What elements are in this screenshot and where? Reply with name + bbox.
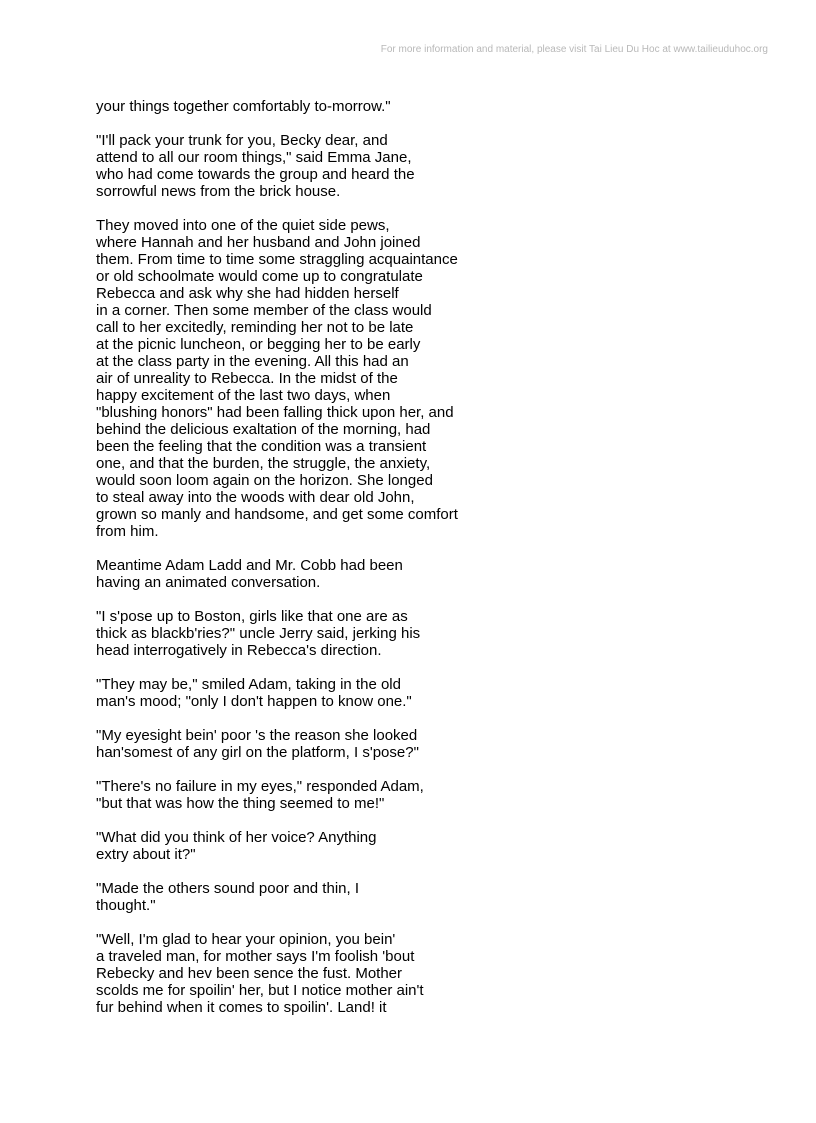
text-line: thick as blackb'ries?" uncle Jerry said, jerking his — [96, 625, 421, 642]
paragraph — [96, 880, 776, 914]
text-line: They moved into one of the quiet side pews, — [96, 217, 390, 234]
text-line: your things together comfortably to-morrow." — [96, 98, 391, 115]
paragraph — [96, 557, 776, 591]
text-line: behind the delicious exaltation of the morning, had — [96, 421, 431, 438]
text-line: "They may be," smiled Adam, taking in the old — [96, 676, 401, 693]
body-text — [96, 98, 776, 1033]
text-line: one, and that the burden, the struggle, the anxiety, — [96, 455, 431, 472]
text-line: han'somest of any girl on the platform, I s'pose?" — [96, 744, 419, 761]
text-line: Rebecca and ask why she had hidden herself — [96, 285, 399, 302]
text-line: where Hannah and her husband and John joined — [96, 234, 421, 251]
text-line: "My eyesight bein' poor 's the reason she looked — [96, 727, 418, 744]
text-line: "I s'pose up to Boston, girls like that one are as — [96, 608, 408, 625]
text-line: "blushing honors" had been falling thick upon her, and — [96, 404, 454, 421]
text-line: grown so manly and handsome, and get some comfort — [96, 506, 458, 523]
text-line: from him. — [96, 523, 159, 540]
text-line: "I'll pack your trunk for you, Becky dear, and — [96, 132, 388, 149]
text-line: "Well, I'm glad to hear your opinion, you bein' — [96, 931, 396, 948]
text-line: a traveled man, for mother says I'm foolish 'bout — [96, 948, 415, 965]
text-line: at the class party in the evening. All this had an — [96, 353, 409, 370]
paragraph — [96, 217, 776, 540]
text-line: head interrogatively in Rebecca's direction. — [96, 642, 382, 659]
text-line: would soon loom again on the horizon. She longed — [96, 472, 433, 489]
text-line: fur behind when it comes to spoilin'. Land! it — [96, 999, 387, 1016]
text-line: in a corner. Then some member of the class would — [96, 302, 432, 319]
text-line: at the picnic luncheon, or begging her to be early — [96, 336, 421, 353]
text-line: air of unreality to Rebecca. In the midst of the — [96, 370, 398, 387]
paragraph — [96, 931, 776, 1016]
paragraph — [96, 778, 776, 812]
text-line: scolds me for spoilin' her, but I notice mother ain't — [96, 982, 424, 999]
text-line: "What did you think of her voice? Anything — [96, 829, 377, 846]
text-line: extry about it?" — [96, 846, 196, 863]
text-line: happy excitement of the last two days, when — [96, 387, 391, 404]
text-line: man's mood; "only I don't happen to know one." — [96, 693, 412, 710]
text-line: who had come towards the group and heard the — [96, 166, 415, 183]
text-line: Meantime Adam Ladd and Mr. Cobb had been — [96, 557, 403, 574]
text-line: or old schoolmate would come up to congratulate — [96, 268, 423, 285]
text-line: thought." — [96, 897, 156, 914]
text-line: call to her excitedly, reminding her not to be late — [96, 319, 414, 336]
header-note: For more information and material, please visit Tai Lieu Du Hoc at www.tailieuduhoc.org — [380, 44, 768, 55]
text-line: "There's no failure in my eyes," responded Adam, — [96, 778, 424, 795]
text-line: to steal away into the woods with dear old John, — [96, 489, 415, 506]
text-line: been the feeling that the condition was a transient — [96, 438, 427, 455]
paragraph — [96, 727, 776, 761]
paragraph — [96, 608, 776, 659]
paragraph — [96, 676, 776, 710]
text-line: Rebecky and hev been sence the fust. Mother — [96, 965, 403, 982]
paragraph — [96, 132, 776, 200]
text-line: having an animated conversation. — [96, 574, 321, 591]
text-line: sorrowful news from the brick house. — [96, 183, 341, 200]
text-line: "Made the others sound poor and thin, I — [96, 880, 359, 897]
text-line: attend to all our room things," said Emma Jane, — [96, 149, 412, 166]
paragraph — [96, 829, 776, 863]
text-line: them. From time to time some straggling acquaintance — [96, 251, 458, 268]
text-line: "but that was how the thing seemed to me!" — [96, 795, 385, 812]
paragraph — [96, 98, 776, 115]
